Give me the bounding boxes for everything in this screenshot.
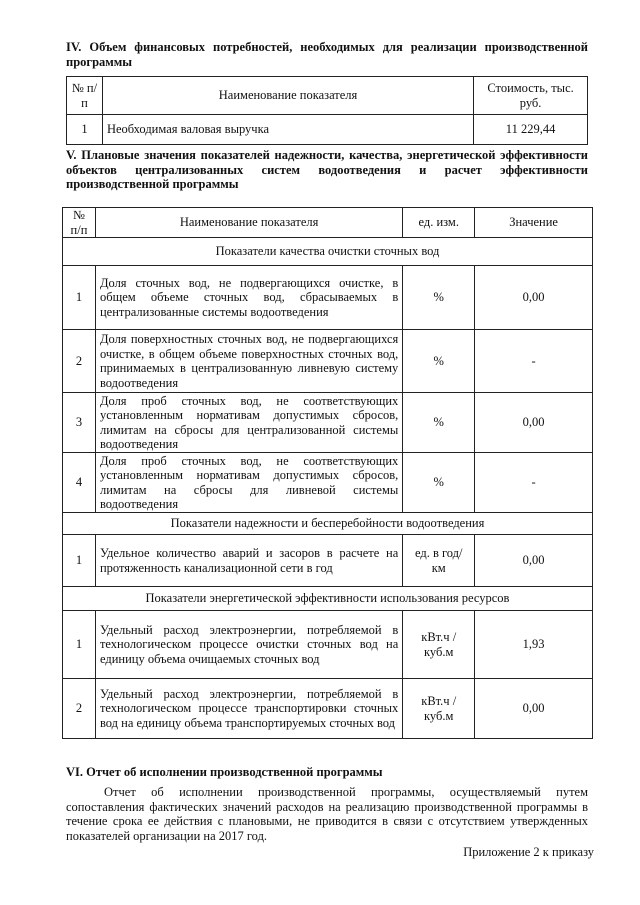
row-indicator: Доля проб сточных вод, не соответствующих установленным нормативам допустимых сбросов, лимитам на сбросы для централизованной системы водоотведения <box>95 393 402 453</box>
table-header-row <box>63 208 593 238</box>
row-indicator: Доля проб сточных вод, не соответствующих установленным нормативам допустимых сбросов, лимитам на сбросы для ливневой системы водоотведения <box>95 453 402 513</box>
row-indicator: Удельный расход электроэнергии, потребляемой в технологическом процессе транспортировки сточных вод на единицу объема транспортируемых сточных вод <box>95 679 402 739</box>
row-unit: ед. в год/ км <box>403 535 475 587</box>
row-value: 1,93 <box>475 611 593 679</box>
group-title-row <box>63 513 593 535</box>
row-indicator: Доля поверхностных сточных вод, не подвергающихся очистке, в общем объеме поверхностных сточных вод, принимаемых в централизованную ливневую систему водоотведения <box>95 330 402 393</box>
row-num: 1 <box>63 611 96 679</box>
section-5-heading: V. Плановые значения показателей надежности, качества, энергетической эффективности объектов централизованных систем водоотведения и расчет эффективности производственной программы <box>66 148 588 191</box>
table-row <box>63 393 593 453</box>
row-value: - <box>475 330 593 393</box>
row-value: 0,00 <box>475 535 593 587</box>
row-unit: кВт.ч / куб.м <box>403 611 475 679</box>
table-row <box>63 611 593 679</box>
row-num: 1 <box>67 115 103 145</box>
group-title: Показатели энергетической эффективности использования ресурсов <box>63 587 593 611</box>
row-num: 2 <box>63 679 96 739</box>
appendix-note: Приложение 2 к приказу <box>463 845 594 859</box>
row-num: 1 <box>63 535 96 587</box>
row-indicator: Необходимая валовая выручка <box>102 115 473 145</box>
table-row <box>67 115 588 145</box>
header-unit: ед. изм. <box>403 208 475 238</box>
table-row <box>63 679 593 739</box>
table-row <box>63 453 593 513</box>
row-value: 0,00 <box>475 393 593 453</box>
row-num: 4 <box>63 453 96 513</box>
header-indicator: Наименование показателя <box>95 208 402 238</box>
row-unit: % <box>403 266 475 330</box>
row-num: 3 <box>63 393 96 453</box>
row-unit: кВт.ч / куб.м <box>403 679 475 739</box>
section-4-heading: IV. Объем финансовых потребностей, необходимых для реализации производственной программы <box>66 40 588 69</box>
financial-needs-table <box>66 76 588 145</box>
row-value: 0,00 <box>475 679 593 739</box>
row-value: 0,00 <box>475 266 593 330</box>
row-num: 1 <box>63 266 96 330</box>
group-title: Показатели надежности и бесперебойности водоотведения <box>63 513 593 535</box>
row-value: - <box>475 453 593 513</box>
table-row <box>63 535 593 587</box>
header-value: Значение <box>475 208 593 238</box>
section-6-heading: VI. Отчет об исполнении производственной программы <box>66 765 383 779</box>
indicators-table <box>62 207 593 739</box>
row-unit: % <box>403 330 475 393</box>
row-indicator: Доля сточных вод, не подвергающихся очистке, в общем объеме сточных вод, сбрасываемых в централизованные системы водоотведения <box>95 266 402 330</box>
header-num: № п/п <box>67 77 103 115</box>
row-indicator: Удельный расход электроэнергии, потребляемой в технологическом процессе очистки сточных вод на единицу объема очищаемых сточных вод <box>95 611 402 679</box>
header-cost: Стоимость, тыс. руб. <box>474 77 588 115</box>
row-unit: % <box>403 453 475 513</box>
row-num: 2 <box>63 330 96 393</box>
table-row <box>63 266 593 330</box>
group-title-row <box>63 587 593 611</box>
row-unit: % <box>403 393 475 453</box>
table-row <box>63 330 593 393</box>
group-title: Показатели качества очистки сточных вод <box>63 238 593 266</box>
header-num: № п/п <box>63 208 96 238</box>
group-title-row <box>63 238 593 266</box>
row-cost: 11 229,44 <box>474 115 588 145</box>
section-6-paragraph: Отчет об исполнении производственной программы, осуществляемый путем сопоставления фактических значений расходов на реализацию производственной программы в течение срока ее действия с плановыми, не приводится в связи с отсутствием утвержденных показателей организации на 2017 год. <box>66 785 588 843</box>
row-indicator: Удельное количество аварий и засоров в расчете на протяженность канализационной сети в год <box>95 535 402 587</box>
table-header-row <box>67 77 588 115</box>
header-indicator: Наименование показателя <box>102 77 473 115</box>
